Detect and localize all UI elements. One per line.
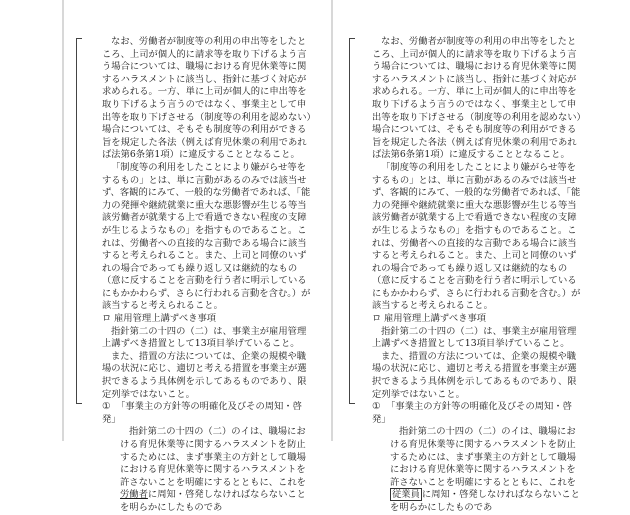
left-item-body bbox=[102, 426, 314, 514]
left-section-heading bbox=[102, 313, 314, 326]
left-margin-bracket bbox=[76, 38, 82, 404]
center-gutter-line bbox=[331, 0, 333, 441]
left-number-title: 「事業主の方針等の明確化及びその周知・啓発」 bbox=[102, 401, 302, 425]
left-underlined-term: 労働者 bbox=[120, 489, 148, 501]
left-paragraph-1: なお、労働者が制度等の利用の申出等をしたところ、上司が個人的に請求等を取り下げるよう言う場合については、職場における育児休業等に関するハラスメントに該当し、指針に基づく対応が求められる。一方、単に上司が個人的に申出等を取り下げるよう言うのではなく、事業主として申出等を取り下げさせる（制度等の利用を認めない）場合については、そもそも制度等の利用ができる旨を規定した各法（例えば育児休業の利用であれば法第6条第1項）に違反することとなること。 bbox=[102, 36, 312, 161]
right-item-body-a: 指針第二の十四の（二）のイは、職場における育児休業等に関するハラスメントを防止するためには、まず事業主の方針として職場における育児休業等に関するハラスメントを許さないことを明確にするとともに、これを bbox=[390, 426, 576, 488]
left-numbered-item-title bbox=[102, 401, 314, 426]
left-column bbox=[102, 36, 314, 515]
left-heading-text: 雇用管理上講ずべき事項 bbox=[114, 313, 217, 325]
right-paragraph-3: 指針第二の十四の（二）は、事業主が雇用管理上講ずべき措置として13項目挙げていること。 bbox=[372, 325, 577, 350]
left-paragraph-4: また、措置の方法については、企業の規模や職場の状況に応じ、適切と考える措置を事業主が選択できるよう具体例を示してあるものであり、限定列挙ではないこと。 bbox=[102, 350, 307, 400]
left-gutter-line bbox=[62, 0, 64, 441]
left-heading-mark: ロ bbox=[102, 313, 112, 325]
left-number-mark: ① bbox=[102, 401, 111, 413]
right-item-body-b: に周知・啓発しなければならないことを明らかにしたものであ bbox=[390, 489, 580, 513]
right-heading-text: 雇用管理上講ずべき事項 bbox=[384, 313, 487, 325]
right-margin-bracket bbox=[349, 38, 355, 404]
right-item-body bbox=[372, 426, 584, 514]
left-item-body-a: 指針第二の十四の（二）のイは、職場における育児休業等に関するハラスメントを防止するためには、まず事業主の方針として職場における育児休業等に関するハラスメントを許さないことを明確にするとともに、これを bbox=[120, 426, 306, 488]
right-number-mark: ① bbox=[372, 401, 381, 413]
right-column bbox=[372, 36, 584, 515]
right-number-title: 「事業主の方針等の明確化及びその周知・啓発」 bbox=[372, 401, 572, 425]
right-paragraph-1: なお、労働者が制度等の利用の申出等をしたところ、上司が個人的に請求等を取り下げるよう言う場合については、職場における育児休業等に関するハラスメントに該当し、指針に基づく対応が求められる。一方、単に上司が個人的に申出等を取り下げるよう言うのではなく、事業主として申出等を取り下げさせる（制度等の利用を認めない）場合については、そもそも制度等の利用ができる旨を規定した各法（例えば育児休業の利用であれば法第6条第1項）に違反することとなること。 bbox=[372, 36, 582, 161]
right-boxed-term: 従業員 bbox=[392, 489, 420, 501]
right-section-heading bbox=[372, 313, 584, 326]
left-paragraph-2: 「制度等の利用をしたことにより嫌がらせ等をするもの」とは、単に言動があるのみでは該当せず、客観的にみて、一般的な労働者であれば、「能力の発揮や継続就業に重大な悪影響が生じる等当該労働者が就業する上で看過できない程度の支障が生じるようなもの」を指すものであること。これは、労働者への直接的な言動である場合に該当すると考えられること。また、上司と同僚のいずれの場合であっても繰り返し又は継続的なもの（意に反することを言動を行う者に明示しているにもかかわらず、さらに行われる言動を含む。）が該当すると考えられること。 bbox=[102, 161, 311, 312]
left-item-body-b: に周知・啓発しなければならないことを明らかにしたものであ bbox=[120, 489, 306, 513]
right-paragraph-2: 「制度等の利用をしたことにより嫌がらせ等をするもの」とは、単に言動があるのみでは該当せず、客観的にみて、一般的な労働者であれば、「能力の発揮や継続就業に重大な悪影響が生じる等当該労働者が就業する上で看過できない程度の支障が生じるようなもの」を指すものであること。これは、労働者への直接的な言動である場合に該当すると考えられること。また、上司と同僚のいずれの場合であっても繰り返し又は継続的なもの（意に反することを言動を行う者に明示しているにもかかわらず、さらに行われる言動を含む。）が該当すると考えられること。 bbox=[372, 161, 581, 312]
right-paragraph-4: また、措置の方法については、企業の規模や職場の状況に応じ、適切と考える措置を事業主が選択できるよう具体例を示してあるものであり、限定列挙ではないこと。 bbox=[372, 350, 577, 400]
left-paragraph-3: 指針第二の十四の（二）は、事業主が雇用管理上講ずべき措置として13項目挙げていること。 bbox=[102, 325, 307, 350]
right-numbered-item-title bbox=[372, 401, 584, 426]
right-heading-mark: ロ bbox=[372, 313, 382, 325]
